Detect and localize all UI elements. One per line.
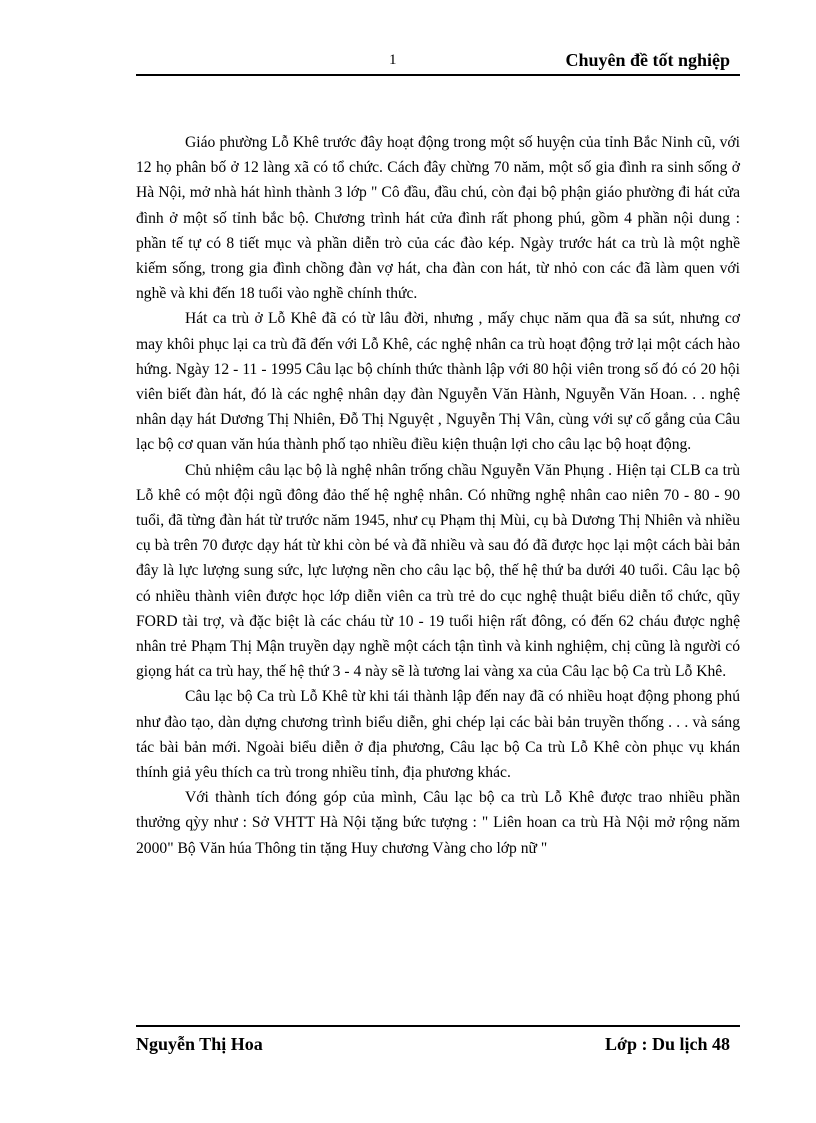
page-header [136,48,740,74]
footer-author: Nguyễn Thị Hoa [136,1034,263,1054]
paragraph-1: Giáo phường Lỗ Khê trước đây hoạt động trong một số huyện của tỉnh Bắc Ninh cũ, với 12 họ phân bố ở 12 làng xã có tổ chức. Cách đây chừng 70 năm, một số gia đình ra sinh sống ở Hà Nội, mở nhà hát hình thành 3 lớp " Cô đầu, đầu chú, còn đại bộ phận giáo phường đi hát cửa đình ở một số tỉnh bắc bộ. Chương trình hát cửa đình rất phong phú, gồm 4 phần nội dung : phần tế tự có 8 tiết mục và phần diễn trò của các đào kép. Ngày trước hát ca trù là một nghề kiếm sống, trong gia đình chồng đàn vợ hát, cha đàn con hát, từ nhỏ con các đã làm quen với nghề và khi đến 18 tuổi vào nghề chính thức. [136,134,740,303]
page-footer [136,1034,740,1062]
header-title: Chuyên đề tốt nghiệp [565,50,730,70]
page-number: 1 [389,52,397,68]
footer-class-label: Lớp : Du lịch 48 [605,1034,730,1054]
paragraph-5: Với thành tích đóng góp của mình, Câu lạc bộ ca trù Lỗ Khê được trao nhiều phần thưởng qỳy như : Sở VHTT Hà Nội tặng bức tượng : " Liên hoan ca trù Hà Nội mở rộng năm 2000" Bộ Văn húa Thông tin tặng Huy chương Vàng cho lớp nữ " [136,789,740,857]
paragraph-2: Hát ca trù ở Lỗ Khê đã có từ lâu đời, nhưng , mấy chục năm qua đã sa sút, nhưng cơ may khôi phục lại ca trù đã đến với Lỗ Khê, các nghệ nhân ca trù hoạt động trở lại một cách hào hứng. Ngày 12 - 11 - 1995 Câu lạc bộ chính thức thành lập với 80 hội viên trong số đó có 20 hội viên biết đàn hát, đó là các nghệ nhân dạy đàn Nguyễn Văn Hành, Nguyễn Văn Hoan. . . nghệ nhân dạy hát Dương Thị Nhiên, Đỗ Thị Nguyệt , Nguyễn Thị Vân, cùng với sự cố gắng của Câu lạc bộ cơ quan văn húa thành phố tạo nhiều điều kiện thuận lợi cho câu lạc bộ hoạt động. [136,310,740,454]
paragraph-3: Chủ nhiệm câu lạc bộ là nghệ nhân trống chầu Nguyễn Văn Phụng . Hiện tại CLB ca trù Lỗ khê có một đội ngũ đông đảo thế hệ nghệ nhân. Có những nghệ nhân cao niên 70 - 80 - 90 tuổi, đã từng đàn hát từ trước năm 1945, như cụ Phạm thị Mùi, cụ bà Dương Thị Nhiên và nhiều cụ bà trên 70 được dạy hát từ khi còn bé và đã nhiều và sau đó đã được học lại một cách bài bản đây là lực lượng sung sức, lực lượng nền cho câu lạc bộ, thế hệ thứ ba dưới 40 tuổi. Câu lạc bộ có nhiều thành viên được học lớp diễn viên ca trù trẻ do cục nghệ thuật biểu diễn tổ chức, qũy FORD tài trợ, và đặc biệt là các cháu từ 10 - 19 tuổi hiện rất đông, có đến 62 cháu được nghệ nhân trẻ Phạm Thị Mận truyền dạy nghề một cách tận tình và kinh nghiệm, chị cũng là người có giọng hát ca trù hay, thế hệ thứ 3 - 4 này sẽ là tương lai vàng xa của Câu lạc bộ Ca trù Lỗ Khê. [136,461,740,681]
paragraph-4: Câu lạc bộ Ca trù Lỗ Khê từ khi tái thành lập đến nay đã có nhiều hoạt động phong phú như đào tạo, dàn dựng chương trình biểu diễn, ghi chép lại các bài bản truyền thống . . . và sáng tác bài bản mới. Ngoài biểu diễn ở địa phương, Câu lạc bộ Ca trù Lỗ Khê còn phục vụ khán thính giả yêu thích ca trù trong nhiều tỉnh, địa phương khác. [136,688,740,782]
footer-rule [136,1025,740,1027]
header-rule [136,74,740,76]
document-body [136,130,740,861]
